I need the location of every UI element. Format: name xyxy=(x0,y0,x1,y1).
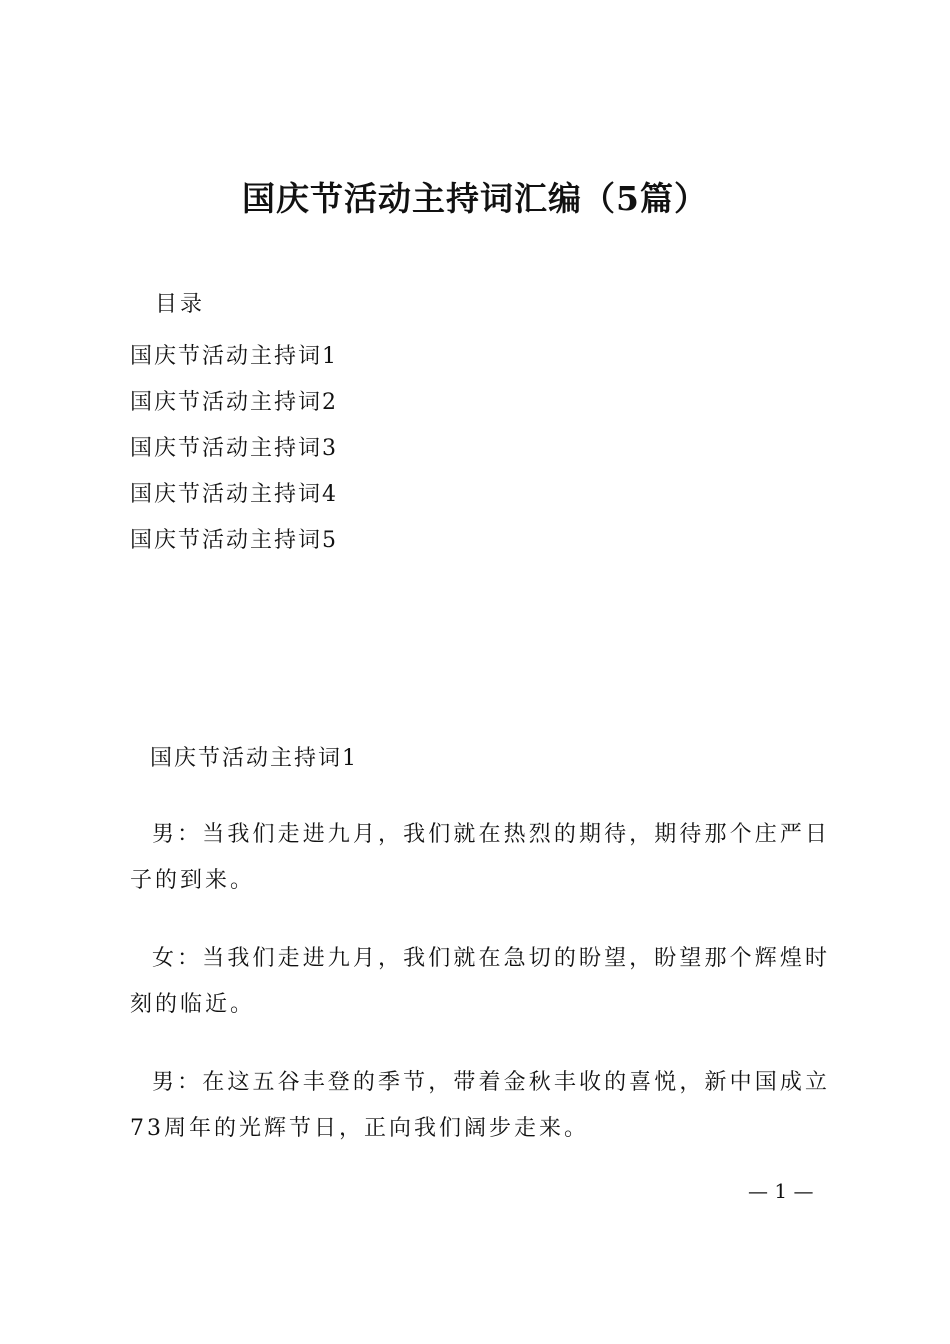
toc-item[interactable]: 国庆节活动主持词2 xyxy=(130,390,338,415)
toc-heading: 目录 xyxy=(155,292,206,317)
body-paragraph: 男：在这五谷丰登的季节，带着金秋丰收的喜悦，新中国成立73周年的光辉节日，正向我们阔步走来。 xyxy=(130,1070,830,1141)
body-paragraph: 男：当我们走进九月，我们就在热烈的期待，期待那个庄严日子的到来。 xyxy=(130,822,830,893)
page-number: — 1 — xyxy=(748,1179,814,1203)
document-title: 国庆节活动主持词汇编（5篇） xyxy=(242,179,708,218)
toc-item[interactable]: 国庆节活动主持词3 xyxy=(130,436,338,461)
body-paragraph: 女：当我们走进九月，我们就在急切的盼望，盼望那个辉煌时刻的临近。 xyxy=(130,946,830,1017)
section-heading: 国庆节活动主持词1 xyxy=(150,746,358,771)
toc-item[interactable]: 国庆节活动主持词1 xyxy=(130,344,338,369)
toc-item[interactable]: 国庆节活动主持词5 xyxy=(130,528,338,553)
table-of-contents xyxy=(130,334,338,564)
toc-item[interactable]: 国庆节活动主持词4 xyxy=(130,482,338,507)
